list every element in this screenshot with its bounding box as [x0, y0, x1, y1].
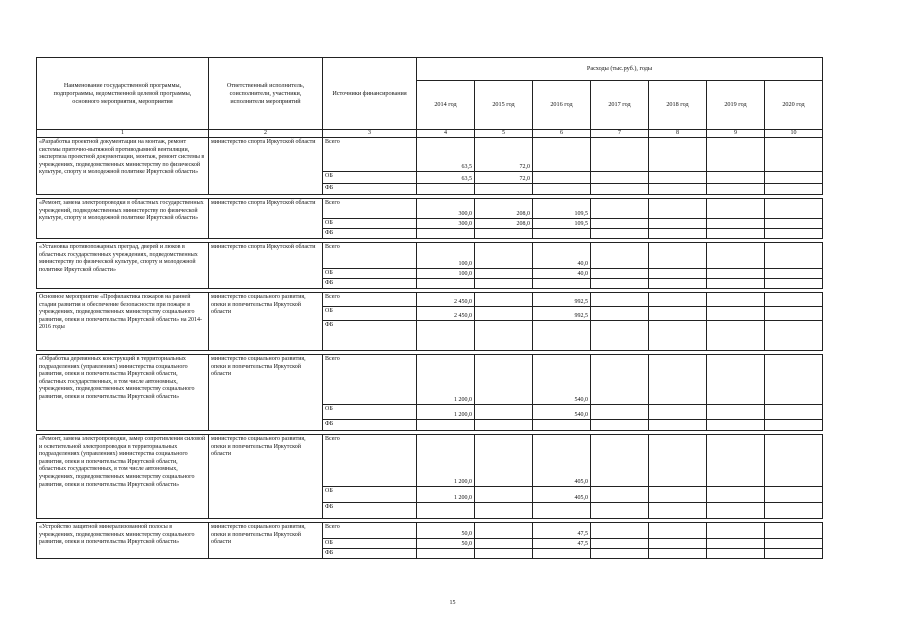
program-name: «Установка противопожарных преград, дверей и люков в областных государственных учреждениях, подведомственных министерству по физической культуре, спорту и молодежной политике Иркутской области» [37, 243, 209, 289]
column-number: 9 [707, 130, 765, 138]
funding-source: ОБ [323, 269, 417, 279]
column-number: 2 [209, 130, 323, 138]
program-name: «Разработка проектной документации на монтаж, ремонт системы приточно-вытяжной противодымной вентиляции, экспертиза проектной документации, монтаж, ремонт системы в учреждениях, подведомственных министерству по физической культуре, спорту и молодежной политике Иркутской области» [37, 138, 209, 195]
expense-value: 208,0 [516, 211, 530, 217]
column-number: 7 [591, 130, 649, 138]
column-number: 5 [475, 130, 533, 138]
table-row [37, 199, 823, 219]
funding-source: ФБ [323, 229, 417, 239]
program-name: Основное мероприятие «Профилактика пожаров на ранней стадии развития и обеспечение безопасности при пожаре в учреждениях, подведомственных министерству социального развития, опеки и попечительства Иркутской области» на 2014-2016 годы [37, 293, 209, 351]
program-name: «Ремонт, замена электропроводки в областных государственных учреждений, подведомственных министерству по физической культуре, спорту и молодежной политике Иркутской области» [37, 199, 209, 239]
expense-value: 63,5 [461, 164, 472, 170]
executor: министерство социального развития, опеки и попечительства Иркутской области [209, 293, 323, 351]
expense-value: 2 450,0 [454, 299, 472, 305]
funding-source: Всего [323, 523, 417, 539]
funding-source: ОБ [323, 219, 417, 229]
expense-value: 40,0 [577, 271, 588, 277]
expense-value: 992,5 [574, 299, 588, 305]
column-number: 6 [533, 130, 591, 138]
expense-value: 72,0 [519, 176, 530, 182]
expense-value: 300,0 [458, 221, 472, 227]
funding-source: Всего [323, 293, 417, 307]
funding-source: ОБ [323, 307, 417, 321]
header-expenses: Расходы (тыс.руб.), годы [417, 58, 823, 81]
executor: министерство социального развития, опеки и попечительства Иркутской области [209, 523, 323, 559]
expense-value: 100,0 [458, 261, 472, 267]
funding-source: ФБ [323, 279, 417, 289]
expense-value: 40,0 [577, 261, 588, 267]
funding-source: ФБ [323, 184, 417, 195]
table-row [37, 138, 823, 172]
funding-source: ОБ [323, 539, 417, 549]
program-name: «Ремонт, замена электропроводки, замер сопротивления силовой и осветительной электропроводки в территориальных подразделениях (управлениях) министерства социального развития, опеки и попечительства Иркутской области, областных государственных, в том числе автономных, учреждениях, подведомственных министерству социального развития, опеки и попечительства Иркутской области» [37, 435, 209, 519]
document-page [36, 57, 822, 559]
header-executor: Ответственный исполнитель, соисполнители, участники, исполнители мероприятий [209, 58, 323, 130]
column-number: 1 [37, 130, 209, 138]
expense-value: 100,0 [458, 271, 472, 277]
expense-value: 1 200,0 [454, 412, 472, 418]
table-row [37, 435, 823, 487]
expense-value: 109,5 [574, 211, 588, 217]
table-row [37, 243, 823, 269]
funding-source: Всего [323, 199, 417, 219]
funding-source: Всего [323, 138, 417, 172]
executor: министерство спорта Иркутской области [209, 243, 323, 289]
expense-value: 1 200,0 [454, 397, 472, 403]
header-year: 2020 год [765, 81, 823, 130]
funding-source: ФБ [323, 321, 417, 351]
header-year: 2018 год [649, 81, 707, 130]
funding-source: Всего [323, 243, 417, 269]
expense-value: 72,0 [519, 164, 530, 170]
column-number: 3 [323, 130, 417, 138]
expense-value: 540,0 [574, 412, 588, 418]
expense-value: 540,0 [574, 397, 588, 403]
header-year: 2017 год [591, 81, 649, 130]
expense-value: 63,5 [461, 176, 472, 182]
table-row [37, 293, 823, 307]
header-year: 2019 год [707, 81, 765, 130]
funding-source: ФБ [323, 549, 417, 559]
expense-value: 50,0 [461, 531, 472, 537]
column-number: 10 [765, 130, 823, 138]
budget-table [36, 57, 823, 559]
funding-source: ОБ [323, 487, 417, 503]
expense-value: 47,5 [577, 541, 588, 547]
table-row [37, 523, 823, 539]
header-year: 2016 год [533, 81, 591, 130]
expense-value: 50,0 [461, 541, 472, 547]
funding-source: ФБ [323, 503, 417, 519]
program-name: «Обработка деревянных конструкций в территориальных подразделениях (управлениях) министерства социального развития, опеки и попечительства Иркутской области, областных государственных, в том числе автономных, учреждениях, подведомственных министерству социального развития, опеки и попечительства Иркутской области» [37, 355, 209, 431]
expense-value: 1 200,0 [454, 479, 472, 485]
funding-source: ОБ [323, 405, 417, 420]
expense-value: 2 450,0 [454, 313, 472, 319]
executor: министерство социального развития, опеки и попечительства Иркутской области [209, 435, 323, 519]
expense-value: 47,5 [577, 531, 588, 537]
funding-source: ФБ [323, 420, 417, 431]
expense-value: 208,0 [516, 221, 530, 227]
column-number: 8 [649, 130, 707, 138]
expense-value: 405,0 [574, 479, 588, 485]
header-year: 2015 год [475, 81, 533, 130]
funding-source: Всего [323, 355, 417, 405]
expense-value: 109,5 [574, 221, 588, 227]
page-number: 15 [449, 600, 456, 606]
expense-value: 1 200,0 [454, 495, 472, 501]
executor: министерство спорта Иркутской области [209, 138, 323, 195]
executor: министерство спорта Иркутской области [209, 199, 323, 239]
header-source: Источники финансирования [323, 58, 417, 130]
program-name: «Устройство защитной минерализованной полосы в учреждениях, подведомственных министерству социального развития, опеки и попечительства Иркутской области» [37, 523, 209, 559]
funding-source: Всего [323, 435, 417, 487]
header-year: 2014 год [417, 81, 475, 130]
expense-value: 405,0 [574, 495, 588, 501]
table-row [37, 355, 823, 405]
expense-value: 300,0 [458, 211, 472, 217]
column-number: 4 [417, 130, 475, 138]
executor: министерство социального развития, опеки и попечительства Иркутской области [209, 355, 323, 431]
expense-value: 992,5 [574, 313, 588, 319]
header-program: Наименование государственной программы, подпрограммы, ведомственной целевой программы, основного мероприятия, мероприятия [37, 58, 209, 130]
funding-source: ОБ [323, 172, 417, 184]
